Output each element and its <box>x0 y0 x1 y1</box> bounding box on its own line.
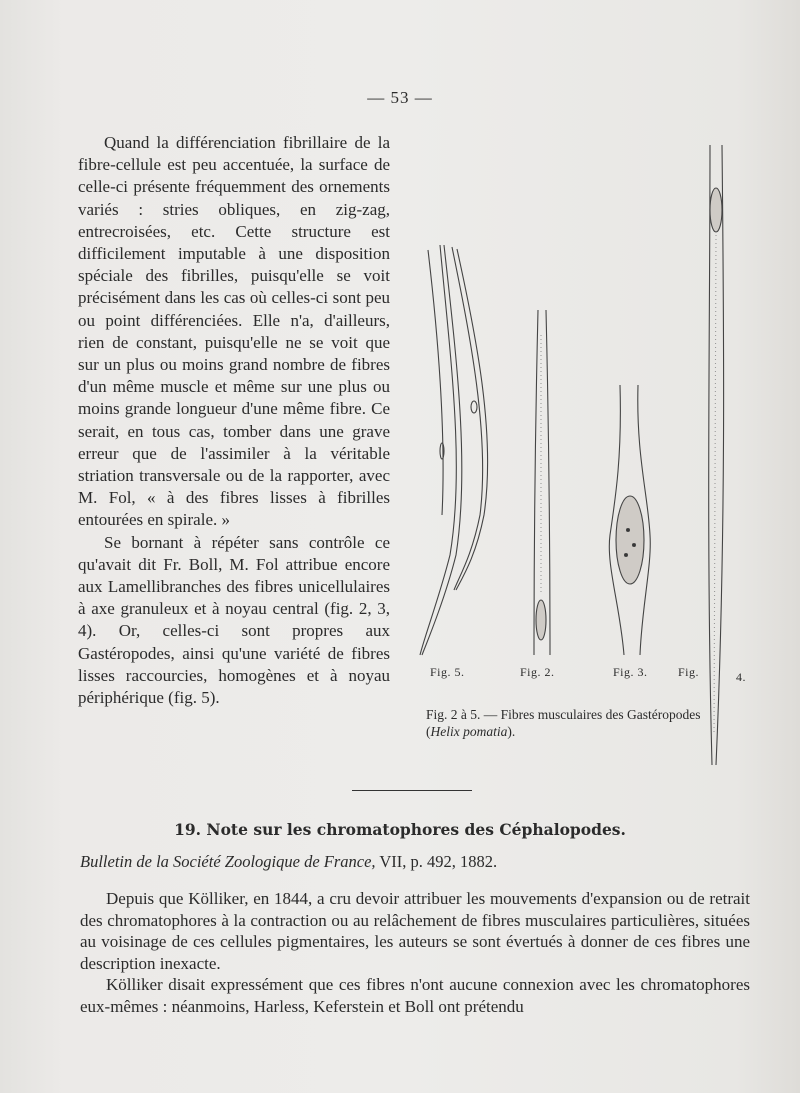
section-title: 19. Note sur les chromatophores des Céphalopodes. <box>174 820 626 839</box>
page-number: — 53 — <box>367 88 433 107</box>
fig2-fibre <box>534 310 550 655</box>
caption-text: Fig. 2 à 5. — Fibres musculaires des Gastéropodes ( <box>426 707 701 739</box>
paragraph: Depuis que Kölliker, en 1844, a cru devoir attribuer les mouvements d'expansion ou de retrait des chromatophores à la contraction ou au relâchement de fibres musculaires particulières, situées au voisinage de ces cellules pigmentaires, les auteurs se sont évertués à donner de ces fibres une description inexacte. <box>80 889 750 973</box>
fig4-number: 4. <box>736 670 746 684</box>
fig4-label: Fig. <box>678 665 700 679</box>
fig3-fibre <box>609 385 650 655</box>
fig4-fibre <box>709 145 724 765</box>
fig5-label: Fig. 5. <box>430 665 465 679</box>
caption-end: ). <box>507 724 516 739</box>
section-divider <box>352 790 472 791</box>
left-column-text <box>78 132 390 709</box>
muscle-fibre-figures <box>410 135 770 775</box>
paragraph: Quand la différenciation fibrillaire de la fibre-cellule est peu accentuée, la surface de celle-ci présente fréquemment des ornements variés : stries obliques, en zig-zag, entrecroisées, etc. Cette structure est difficilement imputable à une disposition spéciale des fibrilles, puisqu'elle se voit précisément dans les cas où celles-ci sont peu ou point différenciées. Elle n'a, d'ailleurs, rien de constant, puisqu'elle ne se voit que sur un plus ou moins grand nombre de fibres d'un même muscle et même sur une plus ou moins grande longueur d'une même fibre. Ce serait, en tous cas, tomber dans une grave erreur que de l'assimiler à la véritable striation transversale ou de la rapporter, avec M. Fol, « à des fibres lisses à fibrilles entourées en spirale. » <box>78 133 390 530</box>
caption-species: Helix pomatia <box>430 724 508 739</box>
journal-name: Bulletin de la Société Zoologique de France, <box>80 852 376 871</box>
figure-caption <box>426 706 726 740</box>
paragraph: Se bornant à répéter sans contrôle ce qu'avait dit Fr. Boll, M. Fol attribue encore aux Lamellibranches des fibres unicellulaires à axe granuleux et à noyau central (fig. 2, 3, 4). Or, celles-ci sont propres aux Gastéropodes, ainsi qu'une variété de fibres lisses raccourcies, homogènes et à noyau périphérique (fig. 5). <box>78 532 390 708</box>
journal-details: VII, p. 492, 1882. <box>379 852 498 871</box>
bulletin-reference <box>80 852 760 872</box>
paragraph: Kölliker disait expressément que ces fibres n'ont aucune connexion avec les chromatophores eux-mêmes : néanmoins, Harless, Keferstein et Boll ont prétendu <box>80 975 750 1016</box>
fig3-label: Fig. 3. <box>613 665 648 679</box>
fig2-label: Fig. 2. <box>520 665 555 679</box>
fig5-fibres <box>420 245 488 655</box>
body-text <box>80 888 750 1018</box>
